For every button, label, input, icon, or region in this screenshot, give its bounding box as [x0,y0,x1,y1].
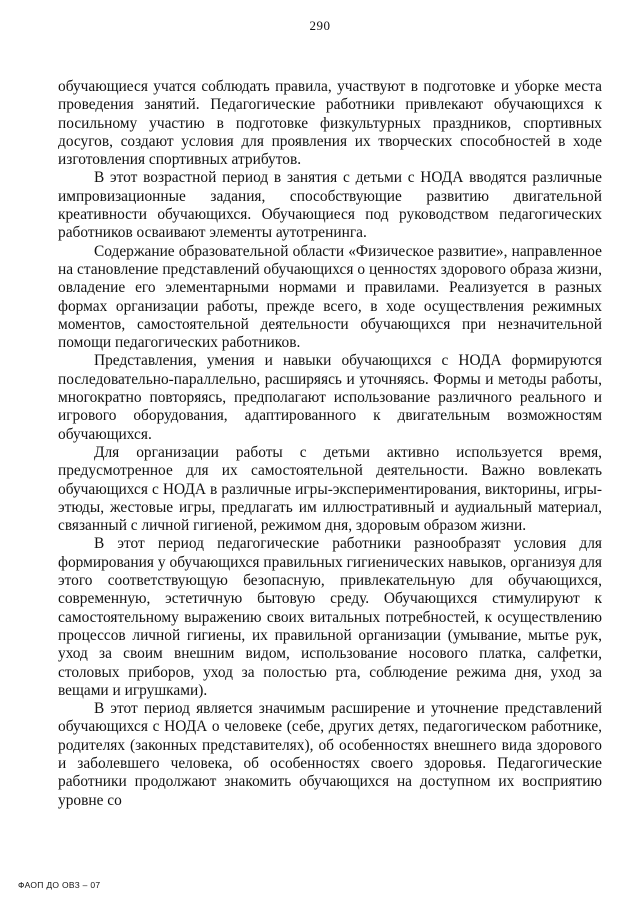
paragraph: Для организации работы с детьми активно используется время, предусмотренное для их самостоятельной деятельности. Важно вовлекать обучающихся с НОДА в различные игры-экспериментирования, викторины, игры-этюды, жестовые игры, предлагать им иллюстративный и аудиальный материал, связанный с личной гигиеной, режимом дня, здоровым образом жизни. [58,443,602,535]
document-body [58,78,602,810]
paragraph: Содержание образовательной области «Физическое развитие», направленное на становление представлений обучающихся о ценностях здорового образа жизни, овладение его элементарными нормами и правилами. Реализуется в разных формах организации работы, прежде всего, в ходе осуществления режимных моментов, самостоятельной деятельности обучающихся при незначительной помощи педагогических работников. [58,242,602,352]
paragraph: обучающиеся учатся соблюдать правила, участвуют в подготовке и уборке места проведения занятий. Педагогические работники привлекают обучающихся к посильному участию в подготовке физкультурных праздников, спортивных досугов, создают условия для проявления их творческих способностей в ходе изготовления спортивных атрибутов. [58,78,602,169]
page-number: 290 [309,18,331,33]
paragraph: В этот период является значимым расширение и уточнение представлений обучающихся с НОДА о человеке (себе, других детях, педагогическом работнике, родителях (законных представителях), об особенностях внешнего вида здорового и заболевшего человека, об особенностях своего здоровья. Педагогические работники продолжают знакомить обучающихся на доступном их восприятию уровне со [58,700,602,809]
paragraph: В этот возрастной период в занятия с детьми с НОДА вводятся различные импровизационные задания, способствующие развитию двигательной креативности обучающихся. Обучающиеся под руководством педагогических работников осваивают элементы аутотренинга. [58,169,602,242]
page-footer: ФАОП ДО ОВЗ – 07 [18,880,101,890]
paragraph: Представления, умения и навыки обучающихся с НОДА формируются последовательно-параллельно, расширяясь и уточняясь. Формы и методы работы, многократно повторяясь, предполагают использование различного реального и игрового оборудования, адаптированного к двигательным возможностям обучающихся. [58,352,602,443]
paragraph: В этот период педагогические работники разнообразят условия для формирования у обучающихся правильных гигиенических навыков, организуя для этого соответствующую безопасную, привлекательную для обучающихся, современную, эстетичную бытовую среду. Обучающихся стимулируют к самостоятельному выражению своих витальных потребностей, к осуществлению процессов личной гигиены, их правильной организации (умывание, мытье рук, уход за своим внешним видом, использование носового платка, салфетки, столовых приборов, уход за полостью рта, соблюдение режима дня, уход за вещами и игрушками). [58,535,602,699]
